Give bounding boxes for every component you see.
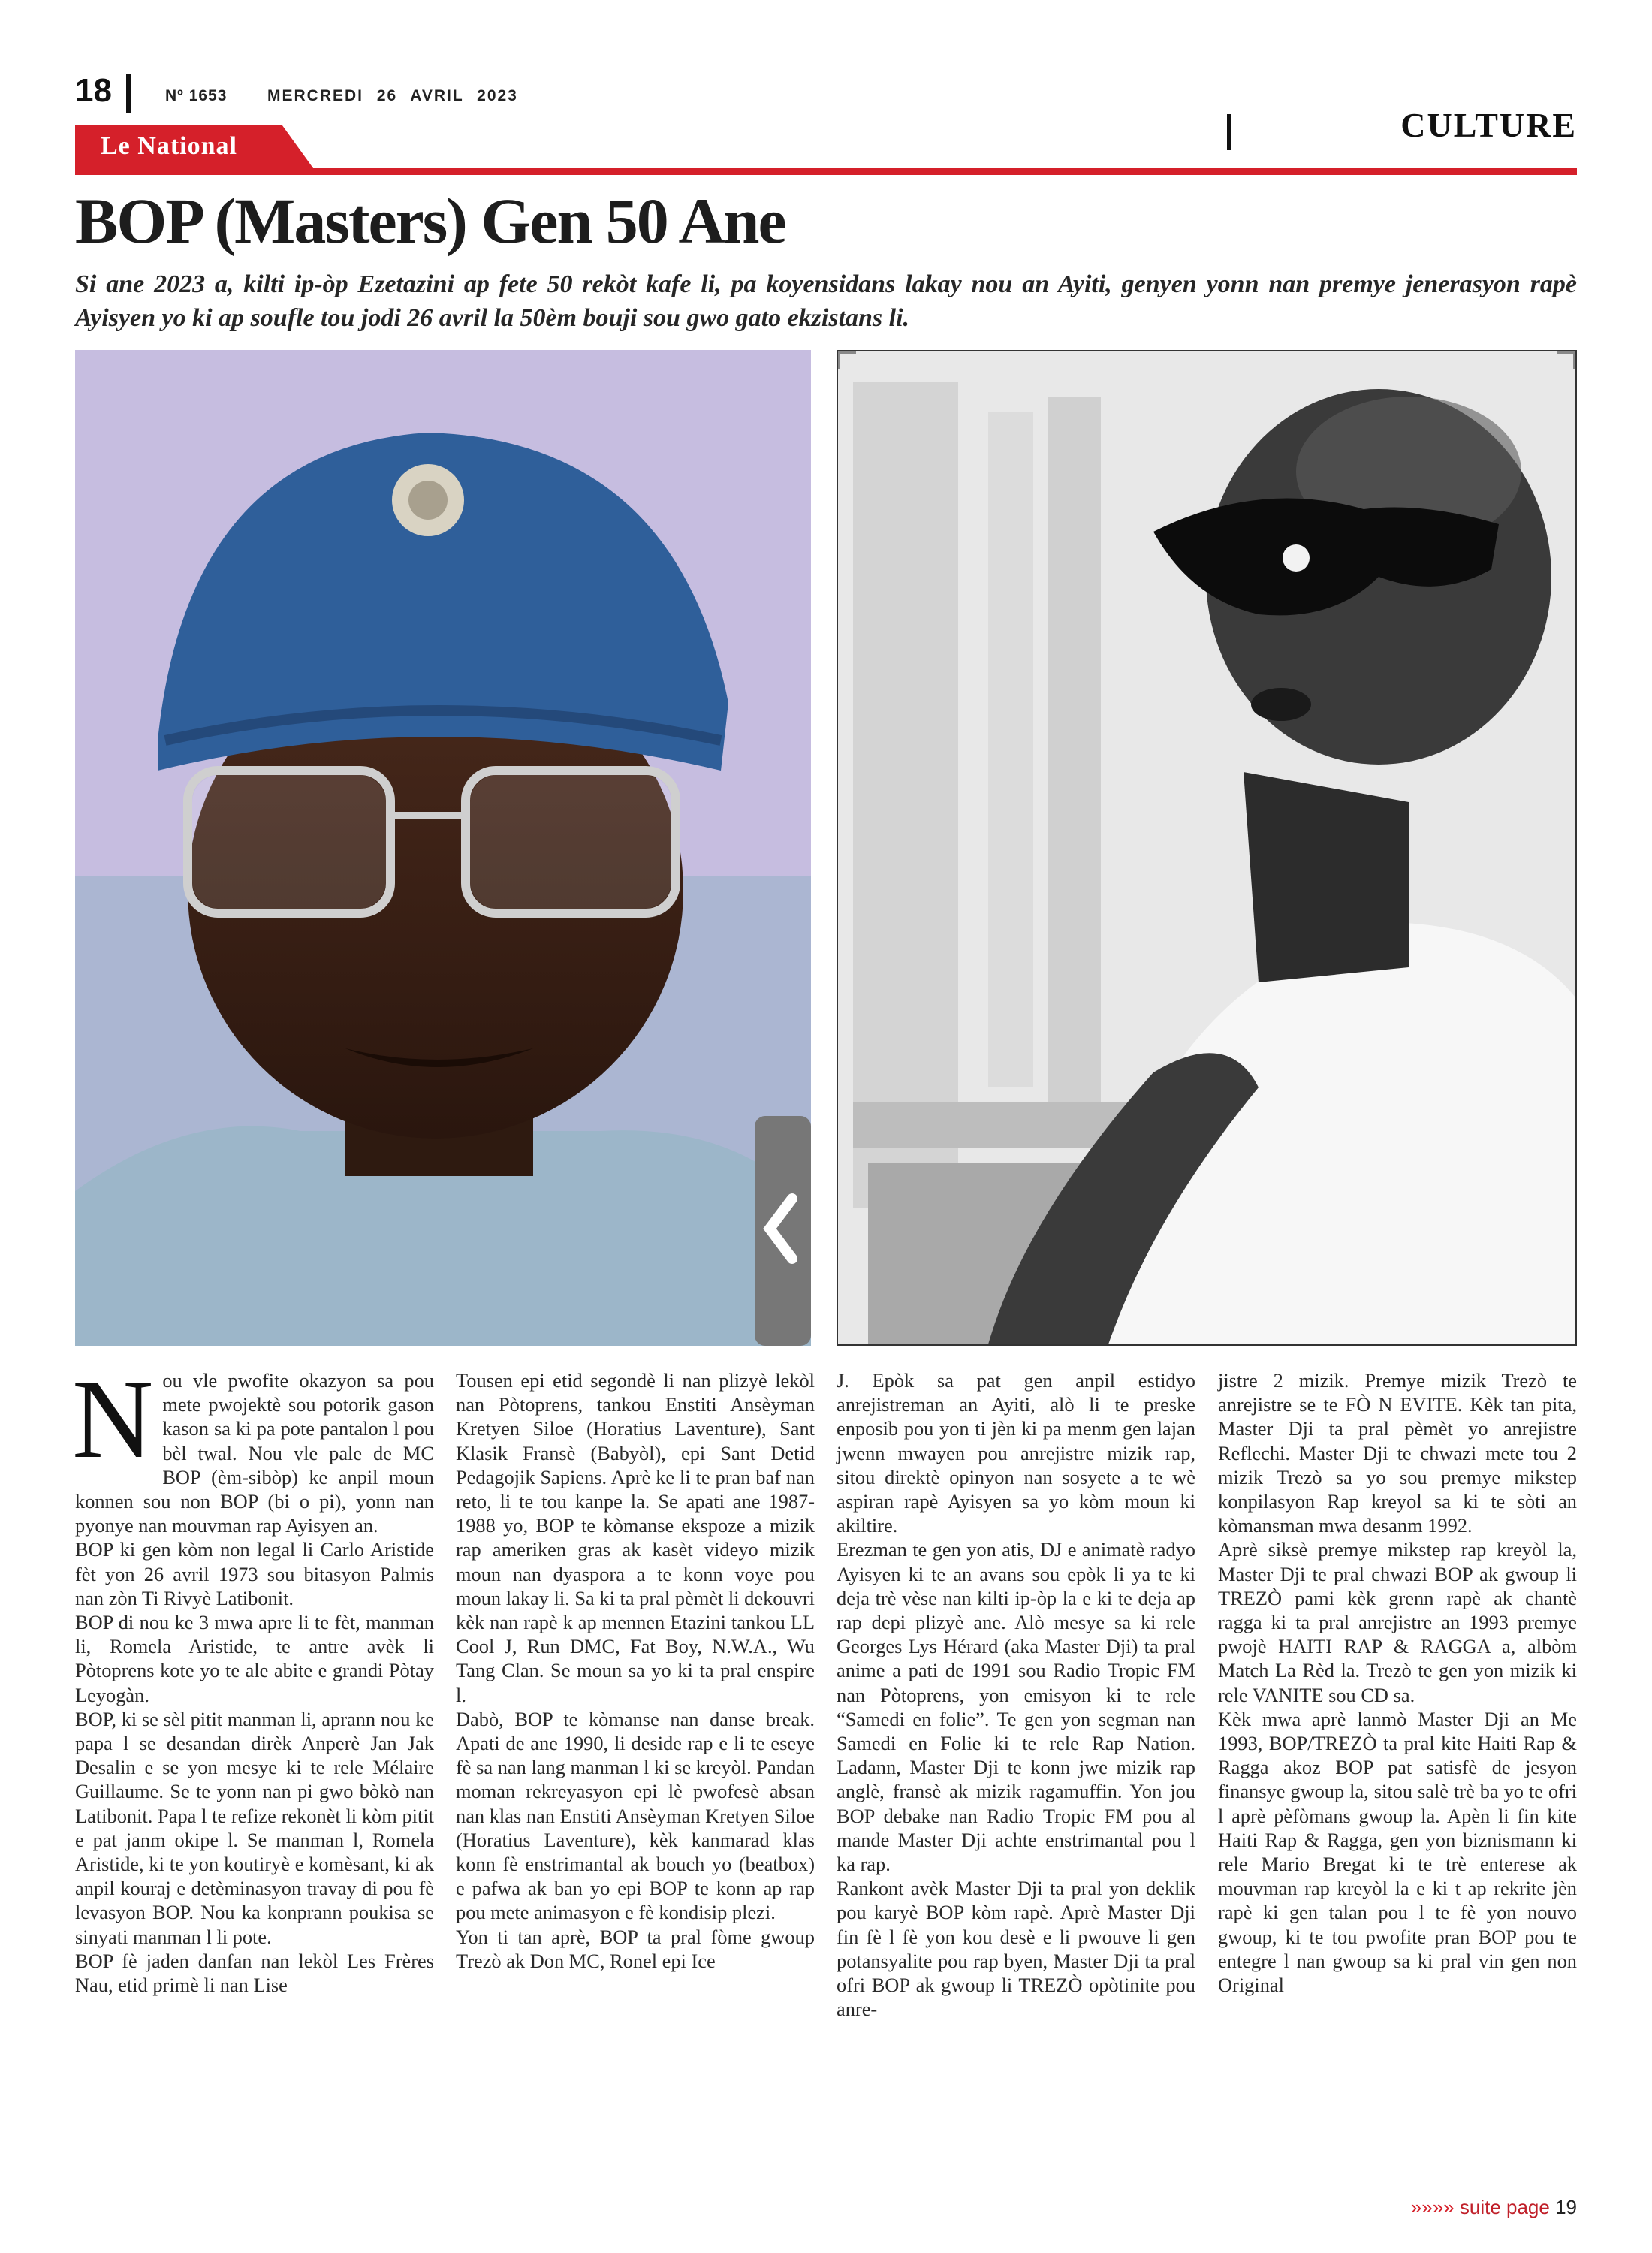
column-1-paragraph-2: BOP ki gen kòm non legal li Carlo Aristide fèt yon 26 avril 1973 sou bitasyon Palmis nan zòn Ti Rivyè Latibonit.: [75, 1538, 434, 1609]
section-divider: [1227, 114, 1231, 150]
column-3-paragraph-3: Rankont avèk Master Dji ta pral yon deklik pou karyè BOP kòm rapè. Aprè Master Dji fin fè l fè yon kou desè e li pwouve li gen potansyalite pou rap byen, Master Dji ta pral ofri BOP ak gwoup li TREZÒ opòtinite pou anre-: [837, 1877, 1195, 2021]
article-headline: BOP (Masters) Gen 50 Ane: [75, 185, 785, 257]
page-number: 18: [75, 72, 112, 109]
header-rule: [75, 168, 1577, 175]
column-1-paragraph-5: BOP fè jaden danfan nan lekòl Les Frères Nau, etid primè li nan Lise: [75, 1949, 434, 1997]
column-4-paragraph-2: Aprè siksè premye mikstep rap kreyòl la, Master Dji te pral chwazi BOP ak gwoup li TREZÒ pami kèk grenn rapè ak chantè ragga ki ta pral anrejistre an 1993 premye pwojè HAITI RAP & RAGGA a, albòm Match La Rèd la. Trezò te gen yon mizik ki rele VANITE sou CD sa.: [1218, 1538, 1577, 1706]
article-column-2: [456, 1368, 815, 1973]
photo-man-blue-cap: [75, 350, 811, 1346]
column-3-paragraph-1: J. Epòk sa pat gen anpil estidyo anrejistreman an Ayiti, alò li te preske enposib pou yon ti jèn ki pa menm gen lajan jwenn mwayen pou anrejistre mizik rap, sitou direktè opinyon nan sosyete a te wè aspiran rapè Ayisyen sa yo kòm moun ki akiltire.: [837, 1369, 1195, 1537]
column-3-paragraph-2: Erezman te gen yon atis, DJ e animatè radyo Ayisyen ki te an avans sou epòk li ya te ki deja trè vèse nan kilti ip-òp la e ki te deja ap rap depi plizyè ane. Alò mesye sa ki rele Georges Lys Hérard (aka Master Dji) ta pral anime a pati de 1991 sou Radio Tropic FM nan Pòtoprens, yon emisyon ki te rele “Samedi en folie”. Te gen yon segman nan Samedi en Folie ki te rele Rap Nation. Ladann, Master Dji te konn jwe mizik rap anglè, fransè ak mizik ragamuffin. Yon jou BOP debake nan Radio Tropic FM pou al mande Master Dji achte enstrimantal pou l ka rap.: [837, 1538, 1195, 1876]
section-label: CULTURE: [1400, 106, 1577, 144]
photo-man-blue-cap-illustration: [75, 350, 811, 1346]
page-number-divider: [126, 74, 131, 113]
column-4-paragraph-3: Kèk mwa aprè lanmò Master Dji an Me 1993, BOP/TREZÒ ta pral kite Haiti Rap & Ragga akoz BOP pat satisfè de jesyon finansye gwoup la, sitou salè trè ba yo te ofri l aprè pèfòmans gwoup la. Apèn li fin kite Haiti Rap & Ragga, gen yon biznismann ki rele Mario Bregat ki te trè enterese ak mouvman rap kreyòl la e ki t ap rekrite jèn rapè ki gen talan pou l te fè yon nouvo gwoup, ki te tou pwofite pran BOP pou te entegre l nan gwoup sa ki pral vin gen non Original: [1218, 1707, 1577, 1997]
issue-date: MERCREDI 26 AVRIL 2023: [267, 87, 518, 104]
drop-cap: N: [72, 1357, 154, 1482]
article-column-1: [72, 1357, 434, 1997]
continued-page-number: 19: [1555, 2196, 1577, 2218]
column-1-paragraph-1: ou vle pwofite okazyon sa pou mete pwojektè sou potorik gason kason sa ki pa pote pantalon l pou bèl twal. Nou vle pale de MC BOP (èm-sibòp) ke anpil moun konnen sou non BOP (bi o pi), yonn nan pyonye nan mouvman rap Ayisyen an.: [75, 1369, 434, 1537]
issue-number: Nº 1653: [165, 87, 228, 104]
article-deck: Si ane 2023 a, kilti ip-òp Ezetazini ap fete 50 rekòt kafe li, pa koyensidans lakay nou an Ayiti, genyen yonn nan premye jenerasyon rapè Ayisyen yo ki ap soufle tou jodi 26 avril la 50èm bouji sou gwo gato ekzistans li.: [75, 270, 1577, 332]
column-1-paragraph-3: BOP di nou ke 3 mwa apre li te fèt, manman li, Romela Aristide, te antre avèk li Pòtoprens kote yo te ale abite e grandi Pòtay Leyogàn.: [75, 1611, 434, 1706]
photo-man-sunglasses: [837, 350, 1577, 1346]
continued-label: suite page: [1459, 2196, 1550, 2218]
photo-man-sunglasses-illustration: [838, 351, 1575, 1344]
article-column-4: [1218, 1368, 1577, 1997]
column-1-paragraph-4: BOP, ki se sèl pitit manman li, aprann nou ke papa l se desandan dirèk Anperè Jan Jak Desalin e se yon mesye ki te rele Mélaire Guillaume. Se te yonn nan pi gwo bòkò nan Latibonit. Papa l te refize rekonèt li kòm pitit e pat janm okipe l. Se manman l, Romela Aristide, ki te yon koutiryè e komèsant, ki ak anpil kouraj e detèminasyon travay di pou fè levasyon BOP. Nou ka konprann poukisa se sinyati manman l li pote.: [75, 1707, 434, 1948]
continued-arrows: »»»»: [1410, 2196, 1455, 2218]
column-2-paragraph-1: Tousen epi etid segondè li nan plizyè lekòl nan Pòtoprens, tankou Enstiti Ansèyman Kretyen Siloe (Horatius Laventure), Sant Klasik Fransè (Babyòl), epi Sant Detid Pedagojik Sapiens. Aprè ke li te pran baf nan reto, li te tou kanpe la. Se apati ane 1987-1988 yo, BOP te kòmanse ekspoze a mizik rap ameriken gras ak kasèt videyo mizik moun nan dyaspora a te konn voye pou moun lakay li. Sa ki ta pral pèmèt li dekouvri kèk nan rapè k ap mennen Etazini tankou LL Cool J, Run DMC, Fat Boy, N.W.A., Wu Tang Clan. Se moun sa yo ki ta pral enspire l.: [456, 1369, 815, 1706]
article-column-3: [837, 1368, 1195, 2021]
column-4-paragraph-1: jistre 2 mizik. Premye mizik Trezò te anrejistre se te FÒ N EVITE. Kèk tan pita, Master Dji ta pral pèmèt yo anrejistre Reflechi. Master Dji te chwazi mete tou 2 mizik Trezò sa yo sou premye mikstep konpilasyon Rap kreyol sa ki te sòti an kòmansman mwa desanm 1992.: [1218, 1369, 1577, 1537]
brand-name: Le National: [101, 132, 237, 160]
continued-on-page[interactable]: [1411, 2196, 1577, 2219]
column-2-paragraph-3: Yon ti tan aprè, BOP ta pral fòme gwoup Trezò ak Don MC, Ronel epi Ice: [456, 1925, 815, 1972]
column-2-paragraph-2: Dabò, BOP te kòmanse nan danse break. Apati de ane 1990, li deside rap e li te eseye fè sa nan lang manman l ki se kreyòl. Pandan moman rekreyasyon epi lè pwofesè absan nan klas nan Enstiti Ansèyman Kretyen Siloe (Horatius Laventure), kèk kanmarad klas konn fè enstrimantal ak bouch yo (beatbox) e pafwa ak ban yo epi BOP te konn ap rap pou mete animasyon e fè kondisip plezi.: [456, 1707, 815, 1924]
